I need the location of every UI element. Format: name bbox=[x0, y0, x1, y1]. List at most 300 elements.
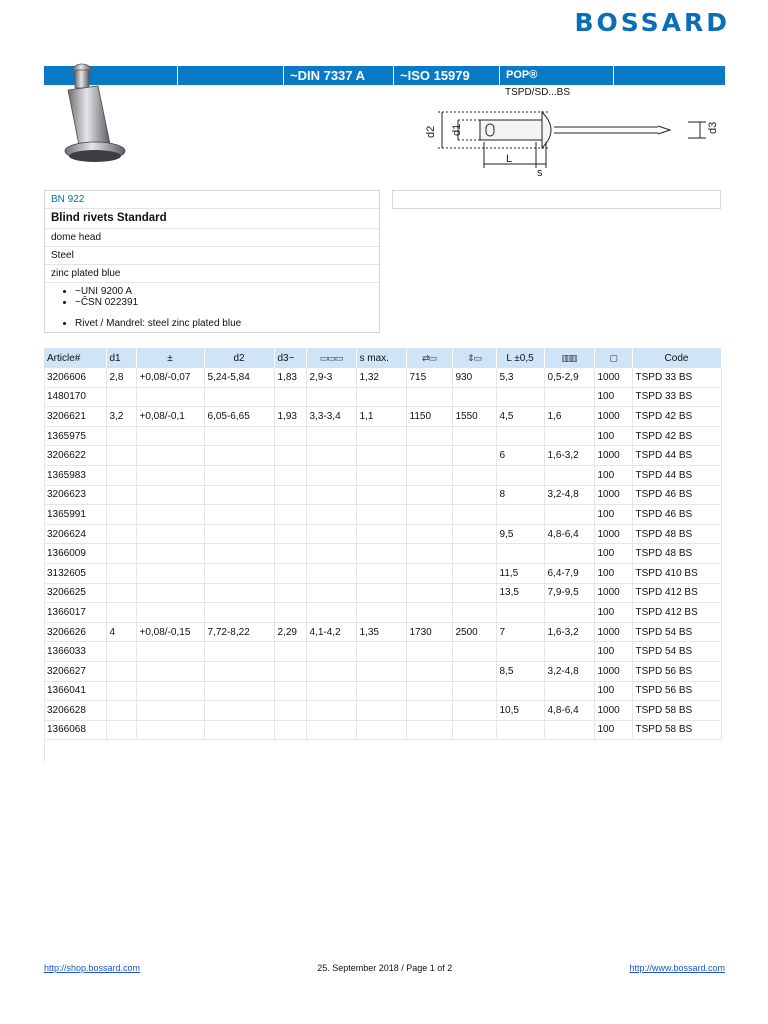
cell-grip bbox=[544, 603, 594, 623]
cell-d2 bbox=[204, 603, 274, 623]
cell-grip: 3,2-4,8 bbox=[544, 485, 594, 505]
col-d2: d2 bbox=[204, 348, 274, 368]
shear-force-icon: ⇄▭ bbox=[421, 352, 437, 363]
cell-s-max: 1,32 bbox=[356, 368, 406, 387]
cell-shear bbox=[406, 681, 452, 701]
cell-d1: 4 bbox=[106, 622, 136, 642]
standards-bar-empty-2 bbox=[178, 66, 284, 85]
col-package bbox=[594, 348, 632, 368]
cell-d1 bbox=[106, 681, 136, 701]
cell-code: TSPD 54 BS bbox=[632, 642, 721, 662]
cell-tolerance bbox=[136, 544, 204, 564]
cell-article: 1365991 bbox=[44, 505, 106, 525]
cell-tolerance bbox=[136, 642, 204, 662]
cell-shear bbox=[406, 661, 452, 681]
cell-d3 bbox=[274, 603, 306, 623]
cell-package: 1000 bbox=[594, 368, 632, 387]
cell-d2 bbox=[204, 387, 274, 407]
cell-d1 bbox=[106, 701, 136, 721]
cell-grip: 6,4-7,9 bbox=[544, 563, 594, 583]
cell-grip bbox=[544, 642, 594, 662]
col-d1: d1 bbox=[106, 348, 136, 368]
cell-tensile bbox=[452, 465, 496, 485]
cell-s-max bbox=[356, 563, 406, 583]
cell-package: 100 bbox=[594, 642, 632, 662]
cell-d3 bbox=[274, 701, 306, 721]
product-finish: zinc plated blue bbox=[45, 265, 379, 283]
cell-d2 bbox=[204, 583, 274, 603]
cell-shear: 715 bbox=[406, 368, 452, 387]
cell-code: TSPD 412 BS bbox=[632, 603, 721, 623]
cell-tolerance bbox=[136, 603, 204, 623]
cell-d3 bbox=[274, 563, 306, 583]
table-header-row bbox=[44, 348, 721, 368]
cell-drill-hole: 2,9-3 bbox=[306, 368, 356, 387]
table-row bbox=[44, 465, 721, 485]
cell-grip bbox=[544, 465, 594, 485]
cell-grip bbox=[544, 681, 594, 701]
cell-shear: 1730 bbox=[406, 622, 452, 642]
cell-article: 1366033 bbox=[44, 642, 106, 662]
cell-shear bbox=[406, 563, 452, 583]
cell-code: TSPD 410 BS bbox=[632, 563, 721, 583]
cell-d2 bbox=[204, 544, 274, 564]
cell-shear bbox=[406, 505, 452, 525]
cell-d1 bbox=[106, 603, 136, 623]
cell-article: 3206626 bbox=[44, 622, 106, 642]
cell-drill-hole: 3,3-3,4 bbox=[306, 407, 356, 427]
dim-d2: d2 bbox=[425, 125, 437, 138]
cell-s-max bbox=[356, 720, 406, 740]
standard-iso: ~ISO 15979 bbox=[394, 66, 500, 85]
cell-package: 100 bbox=[594, 426, 632, 446]
cell-drill-hole bbox=[306, 524, 356, 544]
cell-tensile bbox=[452, 681, 496, 701]
cell-drill-hole bbox=[306, 642, 356, 662]
cell-length: 9,5 bbox=[496, 524, 544, 544]
cell-length bbox=[496, 505, 544, 525]
cell-s-max: 1,35 bbox=[356, 622, 406, 642]
dim-d3: d3 bbox=[707, 121, 719, 134]
cell-d1 bbox=[106, 485, 136, 505]
cell-tolerance bbox=[136, 661, 204, 681]
cell-article: 1366068 bbox=[44, 720, 106, 740]
cell-tolerance bbox=[136, 583, 204, 603]
cell-tensile bbox=[452, 446, 496, 466]
cell-d3 bbox=[274, 387, 306, 407]
cell-package: 1000 bbox=[594, 485, 632, 505]
cell-tensile bbox=[452, 505, 496, 525]
cell-length: 5,3 bbox=[496, 368, 544, 387]
cell-article: 3206627 bbox=[44, 661, 106, 681]
cell-d2: 7,72-8,22 bbox=[204, 622, 274, 642]
cell-d3 bbox=[274, 505, 306, 525]
cell-code: TSPD 42 BS bbox=[632, 407, 721, 427]
cell-tensile bbox=[452, 524, 496, 544]
cell-code: TSPD 56 BS bbox=[632, 661, 721, 681]
cell-article: 3206623 bbox=[44, 485, 106, 505]
cell-tolerance bbox=[136, 524, 204, 544]
cell-d3 bbox=[274, 681, 306, 701]
cell-tensile bbox=[452, 661, 496, 681]
technical-drawing bbox=[408, 100, 720, 180]
cell-d2 bbox=[204, 661, 274, 681]
cell-d2: 6,05-6,65 bbox=[204, 407, 274, 427]
cell-d1 bbox=[106, 426, 136, 446]
cell-article: 1365975 bbox=[44, 426, 106, 446]
cell-d2 bbox=[204, 681, 274, 701]
cell-d3 bbox=[274, 485, 306, 505]
cell-s-max bbox=[356, 505, 406, 525]
cell-shear bbox=[406, 387, 452, 407]
table-row bbox=[44, 544, 721, 564]
cell-tolerance bbox=[136, 426, 204, 446]
cell-length bbox=[496, 681, 544, 701]
cell-d1 bbox=[106, 642, 136, 662]
cell-d3 bbox=[274, 465, 306, 485]
cell-code: TSPD 58 BS bbox=[632, 701, 721, 721]
dim-l: L bbox=[506, 153, 513, 165]
cell-length bbox=[496, 465, 544, 485]
cell-drill-hole bbox=[306, 661, 356, 681]
cell-d1 bbox=[106, 505, 136, 525]
cell-tolerance: +0,08/-0,07 bbox=[136, 368, 204, 387]
cell-length bbox=[496, 720, 544, 740]
product-info-box bbox=[44, 190, 380, 333]
cell-tensile bbox=[452, 426, 496, 446]
cell-package: 100 bbox=[594, 720, 632, 740]
cell-drill-hole bbox=[306, 681, 356, 701]
table-row bbox=[44, 642, 721, 662]
table-row bbox=[44, 524, 721, 544]
cell-d2 bbox=[204, 446, 274, 466]
cell-tensile: 1550 bbox=[452, 407, 496, 427]
cell-length: 8,5 bbox=[496, 661, 544, 681]
cell-article: 3206624 bbox=[44, 524, 106, 544]
cell-s-max bbox=[356, 701, 406, 721]
standard-pop: POP® bbox=[500, 66, 614, 85]
cell-package: 1000 bbox=[594, 524, 632, 544]
cell-grip: 1,6-3,2 bbox=[544, 622, 594, 642]
shop-link[interactable]: http://shop.bossard.com bbox=[44, 963, 141, 973]
cell-tolerance bbox=[136, 563, 204, 583]
cell-grip: 7,9-9,5 bbox=[544, 583, 594, 603]
product-title: Blind rivets Standard bbox=[45, 209, 379, 229]
table-row bbox=[44, 720, 721, 740]
cell-shear bbox=[406, 603, 452, 623]
cell-d3: 2,29 bbox=[274, 622, 306, 642]
cell-d1 bbox=[106, 661, 136, 681]
cell-d3 bbox=[274, 583, 306, 603]
table-row bbox=[44, 426, 721, 446]
cell-article: 3206606 bbox=[44, 368, 106, 387]
table-body bbox=[44, 368, 721, 740]
cell-code: TSPD 44 BS bbox=[632, 465, 721, 485]
cell-d3 bbox=[274, 446, 306, 466]
grip-range-icon: ▥▥ bbox=[561, 352, 577, 363]
cell-drill-hole bbox=[306, 603, 356, 623]
footer-date-page: 25. September 2018 / Page 1 of 2 bbox=[317, 963, 453, 973]
cell-code: TSPD 48 BS bbox=[632, 524, 721, 544]
cell-length bbox=[496, 387, 544, 407]
cell-package: 100 bbox=[594, 603, 632, 623]
cell-d1 bbox=[106, 563, 136, 583]
blind-rivet-image bbox=[54, 58, 144, 178]
cell-grip: 4,8-6,4 bbox=[544, 524, 594, 544]
cell-drill-hole bbox=[306, 563, 356, 583]
cell-d1 bbox=[106, 583, 136, 603]
cell-tolerance bbox=[136, 387, 204, 407]
cell-d2 bbox=[204, 505, 274, 525]
cell-length: 8 bbox=[496, 485, 544, 505]
cell-drill-hole: 4,1-4,2 bbox=[306, 622, 356, 642]
cell-s-max bbox=[356, 583, 406, 603]
cell-package: 100 bbox=[594, 387, 632, 407]
cell-d1 bbox=[106, 387, 136, 407]
cell-grip bbox=[544, 387, 594, 407]
cell-article: 1366041 bbox=[44, 681, 106, 701]
cell-article: 3206622 bbox=[44, 446, 106, 466]
cell-tolerance bbox=[136, 720, 204, 740]
cell-package: 1000 bbox=[594, 622, 632, 642]
cell-tensile bbox=[452, 583, 496, 603]
cell-length: 4,5 bbox=[496, 407, 544, 427]
cell-grip: 3,2-4,8 bbox=[544, 661, 594, 681]
cell-d2 bbox=[204, 485, 274, 505]
bossard-logo: BOSSARD bbox=[574, 8, 730, 37]
cell-drill-hole bbox=[306, 465, 356, 485]
cell-code: TSPD 58 BS bbox=[632, 720, 721, 740]
cell-shear bbox=[406, 720, 452, 740]
cell-s-max bbox=[356, 387, 406, 407]
drill-hole-icon: ▭▭▭ bbox=[319, 352, 343, 363]
cell-package: 1000 bbox=[594, 701, 632, 721]
cell-package: 100 bbox=[594, 544, 632, 564]
standards-bar bbox=[44, 66, 725, 85]
cell-length bbox=[496, 544, 544, 564]
rivet-subtype: TSPD/SD...BS bbox=[505, 87, 571, 98]
col-article: Article# bbox=[44, 348, 106, 368]
cell-tensile bbox=[452, 642, 496, 662]
cell-tensile: 930 bbox=[452, 368, 496, 387]
cell-tolerance: +0,08/-0,1 bbox=[136, 407, 204, 427]
cell-shear bbox=[406, 583, 452, 603]
cell-d3 bbox=[274, 720, 306, 740]
table-row bbox=[44, 681, 721, 701]
cell-length: 7 bbox=[496, 622, 544, 642]
table-row bbox=[44, 583, 721, 603]
cell-tolerance bbox=[136, 465, 204, 485]
cell-shear bbox=[406, 701, 452, 721]
cell-package: 1000 bbox=[594, 446, 632, 466]
cell-tolerance bbox=[136, 701, 204, 721]
col-length: L ±0,5 bbox=[496, 348, 544, 368]
cell-grip bbox=[544, 720, 594, 740]
cell-package: 100 bbox=[594, 563, 632, 583]
dim-d1: d1 bbox=[451, 123, 463, 136]
cell-tolerance: +0,08/-0,15 bbox=[136, 622, 204, 642]
cell-tensile bbox=[452, 387, 496, 407]
col-grip bbox=[544, 348, 594, 368]
cell-shear bbox=[406, 426, 452, 446]
cell-drill-hole bbox=[306, 387, 356, 407]
cell-package: 1000 bbox=[594, 661, 632, 681]
cell-d2 bbox=[204, 563, 274, 583]
cell-d3 bbox=[274, 544, 306, 564]
table-row bbox=[44, 603, 721, 623]
cell-package: 100 bbox=[594, 465, 632, 485]
cell-tensile: 2500 bbox=[452, 622, 496, 642]
cell-s-max bbox=[356, 642, 406, 662]
cell-length: 11,5 bbox=[496, 563, 544, 583]
package-icon: ▢ bbox=[609, 352, 617, 363]
cell-drill-hole bbox=[306, 485, 356, 505]
cell-d3: 1,93 bbox=[274, 407, 306, 427]
cell-tolerance bbox=[136, 505, 204, 525]
cell-article: 1366009 bbox=[44, 544, 106, 564]
cell-article: 3206621 bbox=[44, 407, 106, 427]
cell-shear bbox=[406, 544, 452, 564]
standard-din: ~DIN 7337 A bbox=[284, 66, 394, 85]
col-d3: d3~ bbox=[274, 348, 306, 368]
cell-drill-hole bbox=[306, 720, 356, 740]
cell-d3 bbox=[274, 426, 306, 446]
cell-tolerance bbox=[136, 485, 204, 505]
cell-d2 bbox=[204, 426, 274, 446]
table-row bbox=[44, 661, 721, 681]
cell-code: TSPD 33 BS bbox=[632, 368, 721, 387]
cell-grip: 1,6-3,2 bbox=[544, 446, 594, 466]
cell-d1 bbox=[106, 544, 136, 564]
cell-d2 bbox=[204, 524, 274, 544]
cell-s-max bbox=[356, 426, 406, 446]
cell-package: 100 bbox=[594, 505, 632, 525]
cell-code: TSPD 44 BS bbox=[632, 446, 721, 466]
cell-shear: 1150 bbox=[406, 407, 452, 427]
cell-tolerance bbox=[136, 446, 204, 466]
product-head: dome head bbox=[45, 229, 379, 247]
cell-length: 13,5 bbox=[496, 583, 544, 603]
cell-package: 100 bbox=[594, 681, 632, 701]
table-row bbox=[44, 485, 721, 505]
cell-code: TSPD 46 BS bbox=[632, 505, 721, 525]
cell-d3 bbox=[274, 661, 306, 681]
tensile-force-icon: ⇕▭ bbox=[466, 352, 482, 363]
cell-d1 bbox=[106, 465, 136, 485]
cell-shear bbox=[406, 485, 452, 505]
col-tolerance: ± bbox=[136, 348, 204, 368]
footer bbox=[44, 963, 725, 973]
cell-article: 1365983 bbox=[44, 465, 106, 485]
cell-s-max: 1,1 bbox=[356, 407, 406, 427]
cell-d1 bbox=[106, 720, 136, 740]
product-code: BN 922 bbox=[45, 191, 379, 209]
cell-article: 3206628 bbox=[44, 701, 106, 721]
cell-grip: 1,6 bbox=[544, 407, 594, 427]
cell-grip: 4,8-6,4 bbox=[544, 701, 594, 721]
cell-code: TSPD 54 BS bbox=[632, 622, 721, 642]
cell-d2: 5,24-5,84 bbox=[204, 368, 274, 387]
col-tensile bbox=[452, 348, 496, 368]
product-material: Steel bbox=[45, 247, 379, 265]
cell-d2 bbox=[204, 642, 274, 662]
cell-grip bbox=[544, 544, 594, 564]
cell-code: TSPD 42 BS bbox=[632, 426, 721, 446]
cell-shear bbox=[406, 642, 452, 662]
cell-tensile bbox=[452, 701, 496, 721]
table-row bbox=[44, 446, 721, 466]
cell-s-max bbox=[356, 603, 406, 623]
col-shear bbox=[406, 348, 452, 368]
cell-tensile bbox=[452, 485, 496, 505]
cell-shear bbox=[406, 465, 452, 485]
cell-drill-hole bbox=[306, 505, 356, 525]
cell-article: 3132605 bbox=[44, 563, 106, 583]
cell-tensile bbox=[452, 603, 496, 623]
dim-s: s bbox=[537, 167, 543, 179]
website-link[interactable]: http://www.bossard.com bbox=[629, 963, 725, 973]
cell-article: 3206625 bbox=[44, 583, 106, 603]
cell-s-max bbox=[356, 544, 406, 564]
cell-d3 bbox=[274, 642, 306, 662]
cell-length: 6 bbox=[496, 446, 544, 466]
cell-s-max bbox=[356, 661, 406, 681]
cell-tolerance bbox=[136, 681, 204, 701]
cell-tensile bbox=[452, 563, 496, 583]
cell-d3: 1,83 bbox=[274, 368, 306, 387]
cell-d1 bbox=[106, 446, 136, 466]
cell-s-max bbox=[356, 446, 406, 466]
cell-s-max bbox=[356, 465, 406, 485]
cell-code: TSPD 46 BS bbox=[632, 485, 721, 505]
cell-s-max bbox=[356, 681, 406, 701]
cell-article: 1480170 bbox=[44, 387, 106, 407]
cell-code: TSPD 56 BS bbox=[632, 681, 721, 701]
cell-package: 1000 bbox=[594, 407, 632, 427]
cell-d2 bbox=[204, 720, 274, 740]
cell-d1: 2,8 bbox=[106, 368, 136, 387]
cell-d2 bbox=[204, 701, 274, 721]
equivalent-csn: • ~ČSN 022391 bbox=[75, 297, 373, 308]
cell-shear bbox=[406, 446, 452, 466]
cell-drill-hole bbox=[306, 701, 356, 721]
standards-bar-empty-3 bbox=[614, 66, 725, 85]
col-drill-hole bbox=[306, 348, 356, 368]
cell-tensile bbox=[452, 720, 496, 740]
cell-d1: 3,2 bbox=[106, 407, 136, 427]
table-row bbox=[44, 563, 721, 583]
table-row bbox=[44, 387, 721, 407]
equivalent-uni: • ~UNI 9200 A bbox=[75, 286, 373, 297]
cell-code: TSPD 48 BS bbox=[632, 544, 721, 564]
cell-d1 bbox=[106, 524, 136, 544]
cell-code: TSPD 33 BS bbox=[632, 387, 721, 407]
col-code: Code bbox=[632, 348, 721, 368]
cell-grip: 0,5-2,9 bbox=[544, 368, 594, 387]
table-row bbox=[44, 622, 721, 642]
cell-package: 1000 bbox=[594, 583, 632, 603]
col-s-max: s max. bbox=[356, 348, 406, 368]
cell-drill-hole bbox=[306, 446, 356, 466]
cell-drill-hole bbox=[306, 583, 356, 603]
cell-drill-hole bbox=[306, 426, 356, 446]
cell-length bbox=[496, 603, 544, 623]
cell-grip bbox=[544, 505, 594, 525]
cell-article: 1366017 bbox=[44, 603, 106, 623]
side-info-box bbox=[392, 190, 721, 209]
article-table bbox=[44, 348, 722, 740]
cell-code: TSPD 412 BS bbox=[632, 583, 721, 603]
